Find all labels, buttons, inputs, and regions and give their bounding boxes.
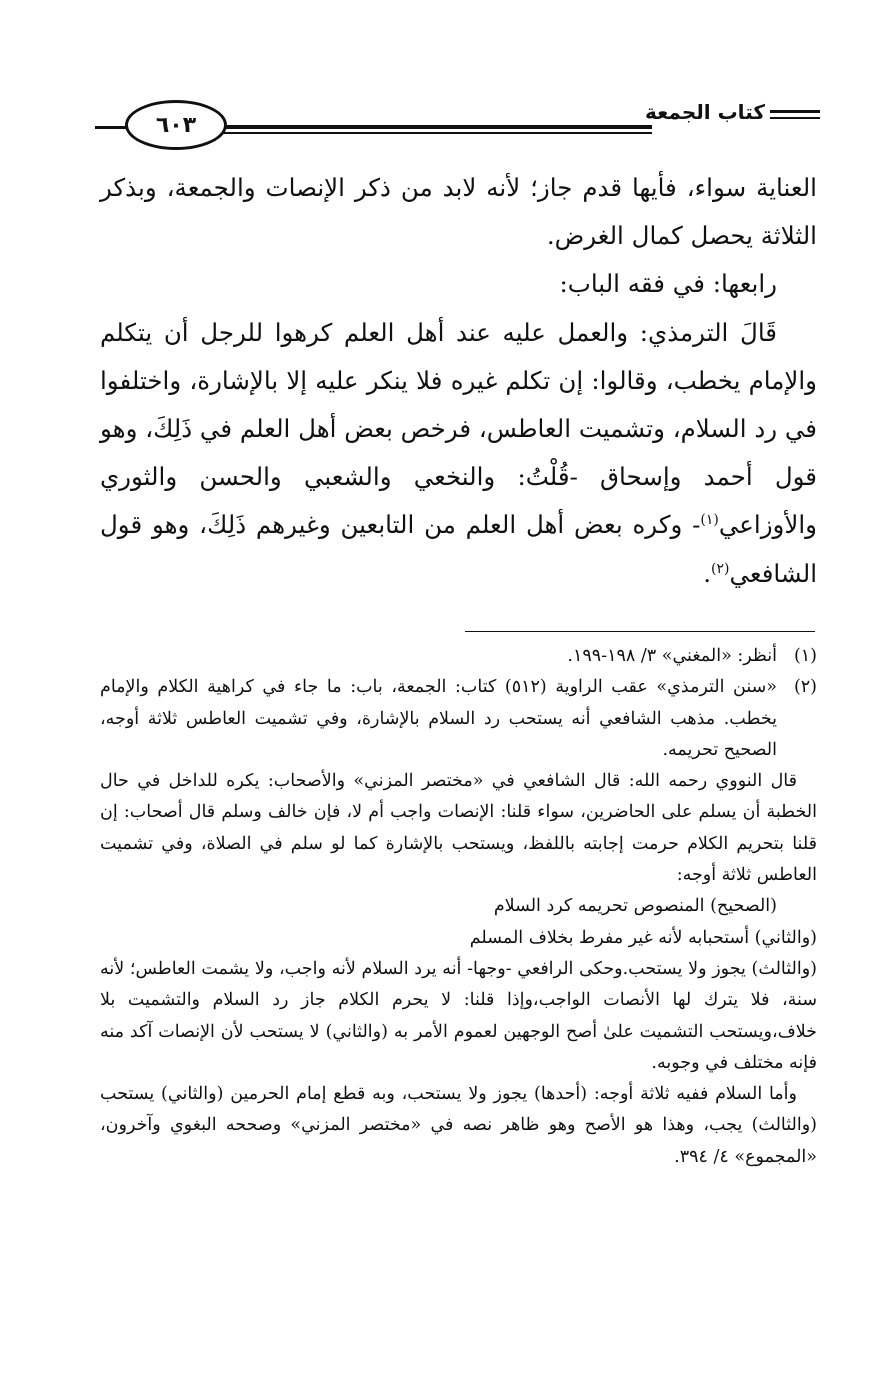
footnote-text: أنظر: «المغني» ٣/ ١٩٨-١٩٩. xyxy=(567,646,777,666)
page-header xyxy=(95,96,820,160)
page-number: ٦٠٣ xyxy=(125,100,227,150)
footnote-2 xyxy=(100,672,817,766)
paragraph-text: قَالَ الترمذي: والعمل عليه عند أهل العلم كرهوا للرجل أن يتكلم والإمام يخطب، وقالوا: إن تكلم غيره فلا ينكر عليه إلا بالإشارة، واختلفوا في رد السلام، وتشميت العاطس، فرخص بعض أهل العلم في ذَلِكَ، وهو قول أحمد وإسحاق -قُلْتُ: والنخعي والشعبي والحسن والثوري والأوزاعي xyxy=(100,317,817,540)
footnote-option-2: (والثاني) أستحبابه لأنه غير مفرط بخلاف المسلم xyxy=(469,927,817,948)
header-rule-right-bottom xyxy=(770,117,820,119)
footnote-salam: وأما السلام ففيه ثلاثة أوجه: (أحدها) يجوز ولا يستحب، وبه قطع إمام الحرمين (والثاني) يستحب (والثالث) يجب، وهذا هو الأصح وهو ظاهر نصه في «مختصر المزني» وصححه البغوي وآخرون، «المجموع» ٤/ ٣٩٤. xyxy=(100,1084,817,1167)
paragraph-end: . xyxy=(703,558,711,588)
header-rule-right-top xyxy=(770,110,820,113)
paragraph-text: - وكره بعض أهل العلم من التابعين وغيرهم ذَلِكَ، وهو قول الشافعي xyxy=(100,510,817,588)
footnote-text: «سنن الترمذي» عقب الراوية (٥١٢) كتاب: الجمعة، باب: ما جاء في كراهية الكلام والإمام يخطب. مذهب الشافعي أنه يستحب رد السلام بالإشارة، وفي تشميت العاطس ثلاثة أوجه، الصحيح تحريمه. xyxy=(100,677,778,760)
main-text xyxy=(100,164,817,598)
running-title: كتاب الجمعة xyxy=(645,100,765,124)
footnote-ref-2: (٢) xyxy=(710,560,730,577)
footnote-separator xyxy=(465,631,815,632)
section-heading: رابعها: في فقه الباب: xyxy=(559,269,777,299)
paragraph-tirmidhi xyxy=(100,309,817,598)
header-rule-main-thin xyxy=(205,132,652,134)
footnote-nawawi-quote: قال النووي رحمه الله: قال الشافعي في «مختصر المزني» والأصحاب: يكره للداخل في حال الخطبة أن يسلم على الحاضرين، سواء قلنا: الإنصات واجب أم لا، فإن خالف وسلم قال أصحاب: إن قلنا بتحريم الكلام حرمت إجابته باللفظ، ويستحب بالإشارة كما لو سلم في الصلاة، وفي تشميت العاطس ثلاثة أوجه: xyxy=(100,771,817,886)
footnote-number: (١) xyxy=(793,646,817,666)
paragraph-continuation: العناية سواء، فأيها قدم جاز؛ لأنه لابد من ذكر الإنصات والجمعة، وبذكر الثلاثة يحصل كمال الغرض. xyxy=(100,173,817,251)
footnotes xyxy=(100,641,817,1173)
footnote-ref-1: (١) xyxy=(700,512,719,529)
footnote-1 xyxy=(100,641,817,672)
header-rule-main xyxy=(205,125,652,129)
footnote-option-1: (الصحيح) المنصوص تحريمه كرد السلام xyxy=(493,896,777,917)
footnote-number: (٢) xyxy=(793,677,817,698)
footnote-option-3: (والثالث) يجوز ولا يستحب.وحكى الرافعي -وجها- أنه يرد السلام لأنه واجب، ولا يشمت العاطس؛ لأنه سنة، فلا يترك لها الأنصات الواجب،وإذا قلنا: لا يحرم الكلام جاز رد السلام والتشميت بلا خلاف،ويستحب التشميت علىٰ أصح الوجهين لعموم الأمر به (والثاني) لا يستحب لأن الإنصات آكد منه فإنه مختلف في وجوبه. xyxy=(100,958,817,1073)
